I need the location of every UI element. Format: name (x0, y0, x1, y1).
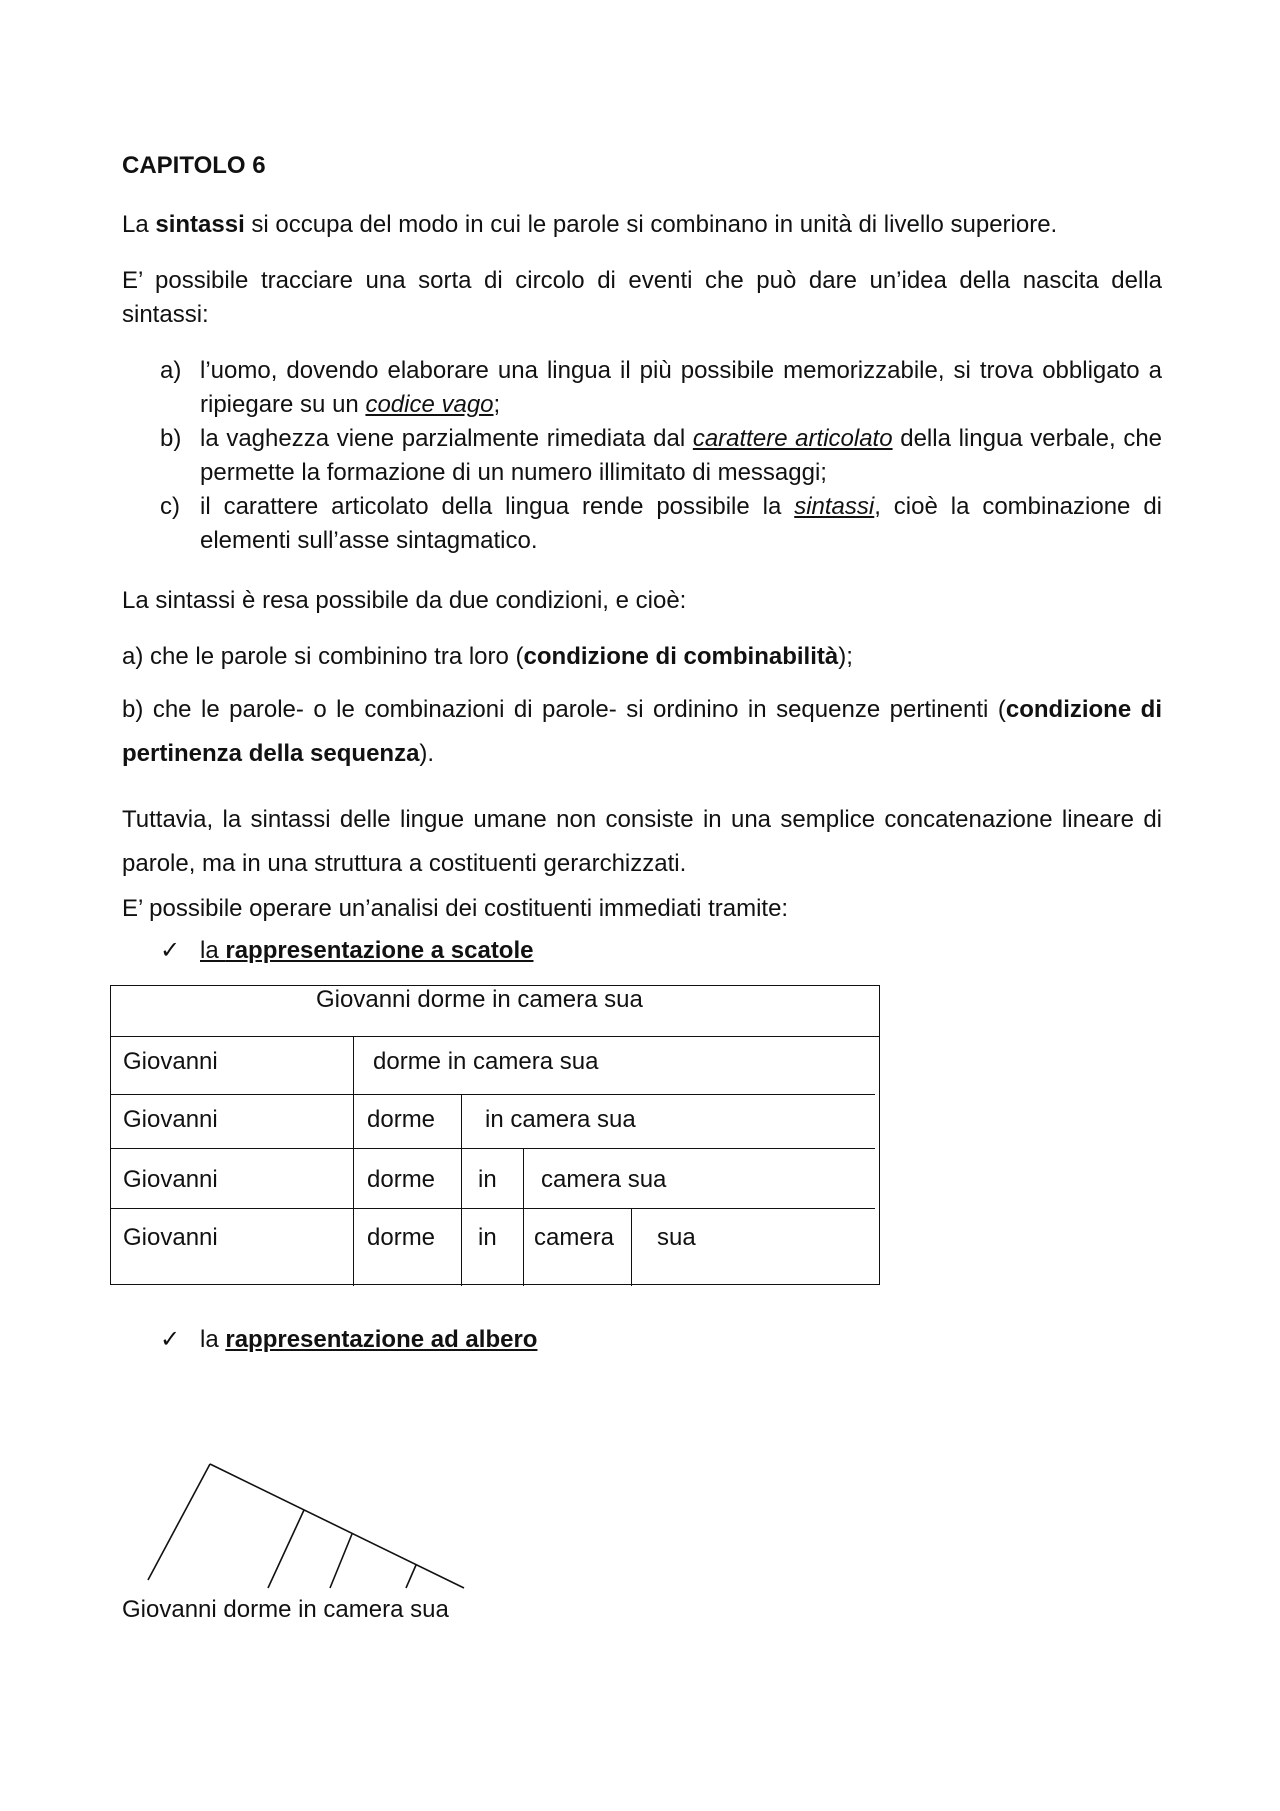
tuttavia-paragraph: Tuttavia, la sintassi delle lingue umane non consiste in una semplice concatenazione lineare di parole, ma in una struttura a costituenti gerarchizzati. (122, 806, 1162, 877)
box-cell: Giovanni (123, 1106, 218, 1133)
condition-a: a) che le parole si combinino tra loro (condizione di combinabilità); (122, 643, 853, 670)
column-divider (631, 1208, 632, 1286)
events-list (122, 354, 1162, 558)
row-divider (111, 1094, 875, 1095)
analysis-intro: E’ possibile operare un’analisi dei costituenti immediati tramite: (122, 895, 789, 922)
tree-sentence: Giovanni dorme in camera sua (122, 1596, 449, 1623)
syntax-tree-diagram (110, 1440, 490, 1600)
list-item: b) la vaghezza viene parzialmente rimediata dal carattere articolato della lingua verbale, che permette la formazione di un numero illimitato di messaggi; (160, 425, 1163, 486)
box-cell: camera (534, 1224, 615, 1251)
checkmark-icon: ✓ (160, 937, 181, 964)
term-codice-vago: codice vago (365, 391, 494, 418)
box-cell: dorme (367, 1224, 436, 1251)
box-cell: in (478, 1166, 497, 1193)
row-divider (111, 1036, 879, 1037)
box-cell: Giovanni dorme in camera sua (316, 986, 643, 1013)
tree-branch (330, 1534, 352, 1588)
column-divider (461, 1094, 462, 1286)
chapter-title: CAPITOLO 6 (122, 152, 266, 179)
box-cell: in camera sua (485, 1106, 636, 1133)
box-cell: sua (657, 1224, 696, 1251)
condition-b: b) che le parole- o le combinazioni di parole- si ordinino in sequenze pertinenti (condizione di pertinenza della sequenza). (122, 696, 1162, 767)
checkmark-icon: ✓ (160, 1326, 181, 1353)
tree-representation-heading: ✓ la rappresentazione ad albero (160, 1326, 538, 1353)
circle-intro-paragraph: E’ possibile tracciare una sorta di circolo di eventi che può dare un’idea della nascita della sintassi: (122, 267, 1162, 328)
tree-branch (406, 1565, 416, 1588)
intro-paragraph: La sintassi si occupa del modo in cui le parole si combinano in unità di livello superiore. (122, 211, 1058, 238)
row-divider (111, 1148, 875, 1149)
column-divider (523, 1148, 524, 1286)
list-item: c) il carattere articolato della lingua rende possibile la sintassi, cioè la combinazione di elementi sull’asse sintagmatico. (160, 493, 1162, 554)
box-cell: camera sua (541, 1166, 667, 1193)
box-cell: Giovanni (123, 1224, 218, 1251)
box-representation-heading: ✓ la rappresentazione a scatole (160, 937, 534, 964)
box-representation-table (110, 985, 880, 1285)
box-cell: dorme (367, 1106, 436, 1133)
tree-branch (268, 1510, 304, 1588)
term-carattere-articolato: carattere articolato (692, 425, 893, 452)
tree-branch (148, 1464, 210, 1580)
row-divider (111, 1208, 875, 1209)
column-divider (353, 1036, 354, 1286)
box-cell: Giovanni (123, 1166, 218, 1193)
box-cell: in (478, 1224, 497, 1251)
box-cell: Giovanni (123, 1048, 218, 1075)
box-cell: dorme (367, 1166, 436, 1193)
box-cell: dorme in camera sua (373, 1048, 599, 1075)
conditions-intro: La sintassi è resa possibile da due condizioni, e cioè: (122, 587, 687, 614)
term-sintassi: sintassi (155, 211, 245, 238)
list-item: a) l’uomo, dovendo elaborare una lingua il più possibile memorizzabile, si trova obbligato a ripiegare su un codice vago; (160, 357, 1162, 418)
term-sintassi-underlined: sintassi (794, 493, 875, 520)
